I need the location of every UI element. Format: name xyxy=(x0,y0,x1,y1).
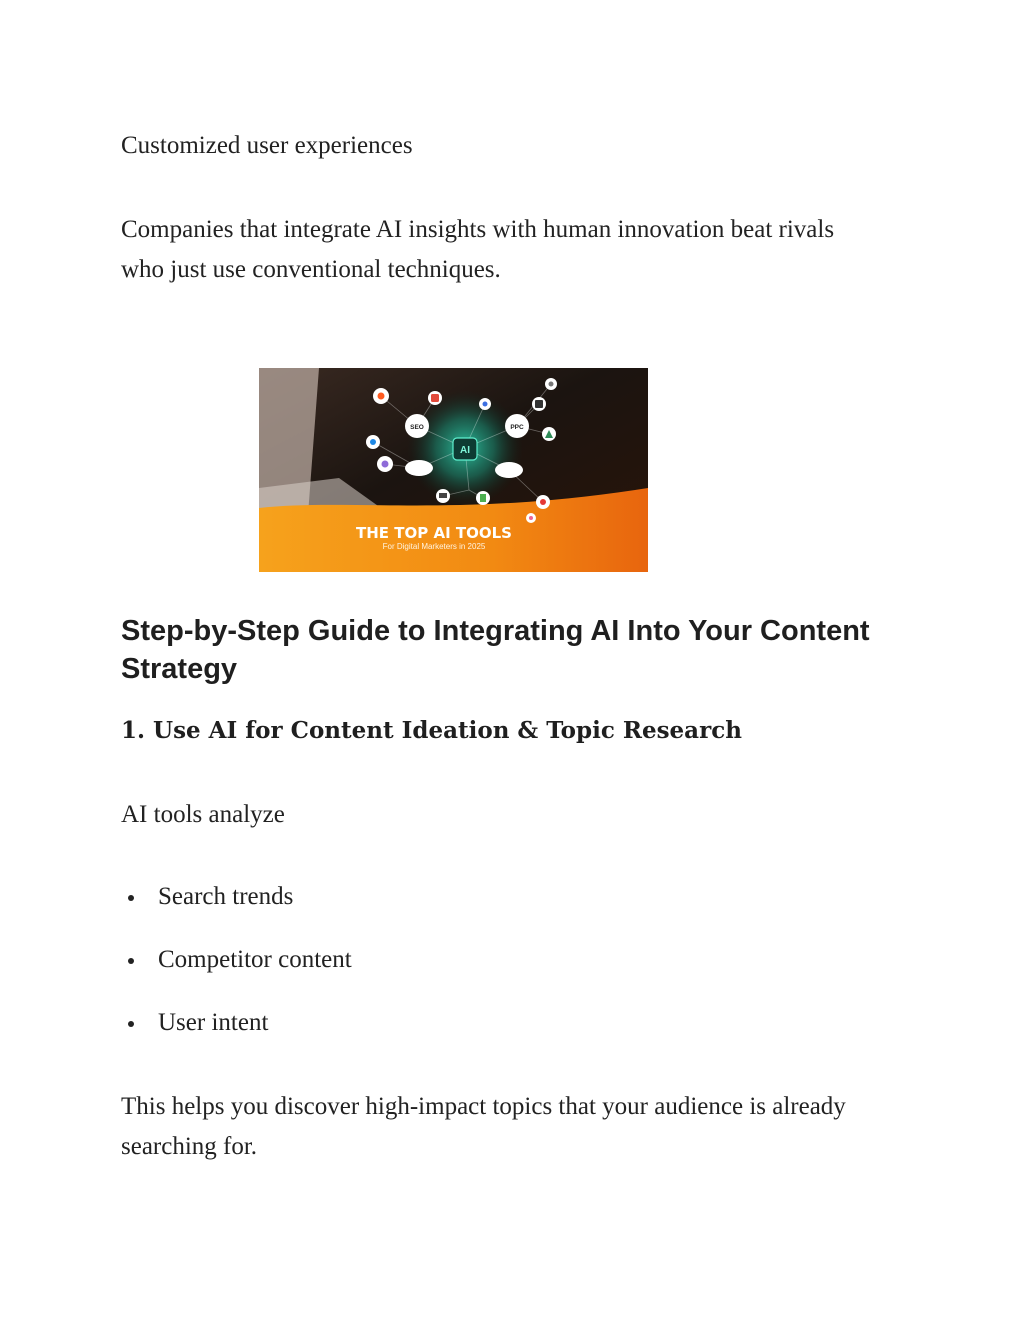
paragraph-companies-integrate-ai: Companies that integrate AI insights with human innovation beat rivals who just use conventional techniques. xyxy=(121,216,835,283)
bullet-icon xyxy=(128,958,134,964)
banner-title: THE TOP AI TOOLS xyxy=(356,524,512,542)
banner-subtitle: For Digital Marketers in 2025 xyxy=(382,542,486,551)
list-item xyxy=(121,877,881,940)
paragraph-customized-experiences: Customized user experiences xyxy=(121,132,413,159)
bullet-icon xyxy=(128,895,134,901)
guide-heading: Step-by-Step Guide to Integrating AI Into Your Content Strategy xyxy=(121,615,870,685)
step1-heading: 1. Use AI for Content Ideation & Topic Research xyxy=(121,717,742,744)
seo-node-label: SEO xyxy=(410,424,424,431)
list-item xyxy=(121,1003,881,1066)
bullet-icon xyxy=(128,1021,134,1027)
analysis-bullet-list xyxy=(121,877,881,1066)
paragraph-ai-tools-analyze: AI tools analyze xyxy=(121,801,285,828)
list-item-text: User intent xyxy=(158,1009,269,1036)
list-item-text: Search trends xyxy=(158,883,294,910)
paragraph-helps-discover: This helps you discover high-impact topics that your audience is already searching for. xyxy=(121,1093,846,1160)
list-item xyxy=(121,940,881,1003)
list-item-text: Competitor content xyxy=(158,946,352,973)
ppc-node-label: PPC xyxy=(510,424,524,431)
ai-chip-label: AI xyxy=(460,445,470,456)
ai-tools-banner-image xyxy=(259,368,648,572)
